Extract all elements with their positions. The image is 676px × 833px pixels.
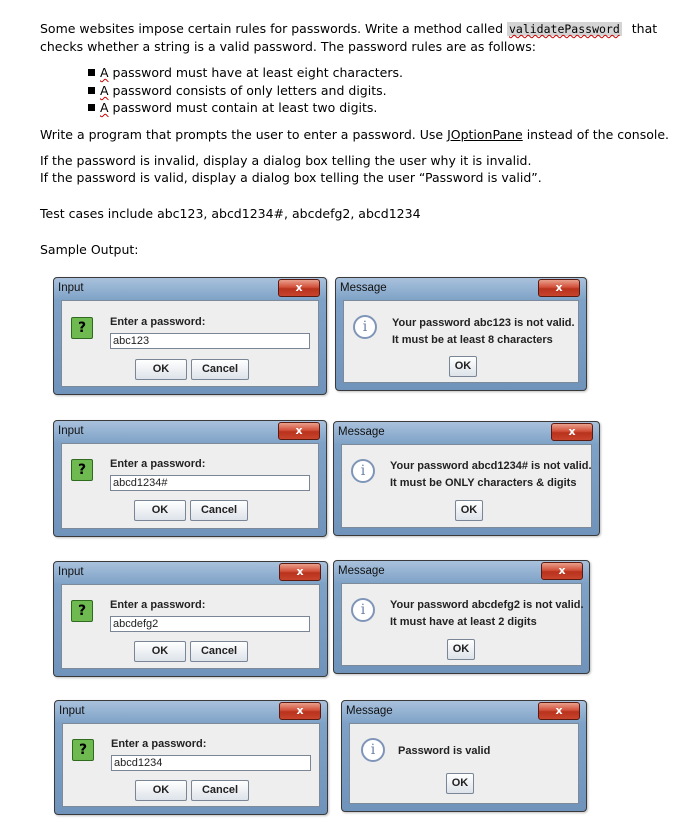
dialog-title: Input: [58, 425, 84, 437]
dialog-body: [61, 443, 319, 529]
ok-button[interactable]: OK: [135, 780, 187, 801]
password-prompt: Enter a password:: [110, 316, 206, 328]
message-line-1: Your password abc123 is not valid.: [392, 317, 575, 329]
password-prompt: Enter a password:: [111, 738, 207, 750]
message-line-1: Your password abcd1234# is not valid.: [390, 460, 592, 472]
close-icon[interactable]: x: [279, 702, 321, 720]
password-input[interactable]: abcdefg2: [110, 616, 310, 632]
dialog-body: [349, 723, 579, 804]
close-icon[interactable]: x: [538, 702, 580, 720]
info-icon: i: [361, 738, 385, 762]
password-input[interactable]: abcd1234#: [110, 475, 310, 491]
dialog-body: [341, 583, 582, 666]
message-dialog: [335, 277, 587, 391]
intro-text: Some websites impose certain rules for passwords. Write a method called: [40, 21, 507, 36]
dialog-body: [61, 584, 320, 669]
rule-article: A: [100, 100, 109, 115]
intro-line-1: [40, 20, 657, 38]
dialog-body: [62, 723, 320, 807]
question-icon: ?: [71, 459, 93, 481]
ok-button[interactable]: OK: [455, 500, 483, 521]
message-line-1: Password is valid: [398, 745, 491, 757]
close-icon[interactable]: x: [551, 423, 593, 441]
program-text: Write a program that prompts the user to enter a password. Use: [40, 127, 448, 142]
rule-item: [88, 82, 387, 99]
joptionpane-link[interactable]: JOptionPane: [447, 127, 523, 142]
rule-article: A: [100, 83, 109, 98]
sample-output-label: Sample Output:: [40, 242, 139, 257]
bullet-square-icon: [88, 87, 95, 94]
message-line-1: Your password abcdefg2 is not valid.: [390, 599, 584, 611]
intro-text-tail: that: [631, 21, 658, 36]
question-icon: ?: [71, 317, 93, 339]
info-icon: i: [353, 315, 377, 339]
password-input[interactable]: abc123: [110, 333, 310, 349]
intro-line-2: checks whether a string is a valid password. The password rules are as follows:: [40, 39, 537, 54]
message-line-2: It must have at least 2 digits: [390, 616, 537, 628]
password-input[interactable]: abcd1234: [111, 755, 311, 771]
cancel-button[interactable]: Cancel: [190, 641, 248, 662]
close-icon[interactable]: x: [278, 422, 320, 440]
dialog-title: Message: [346, 705, 393, 717]
dialog-title: Message: [340, 282, 387, 294]
dialog-title: Message: [338, 565, 385, 577]
message-dialog: [333, 560, 590, 674]
rule-text: password consists of only letters and digits.: [108, 83, 387, 98]
close-icon[interactable]: x: [538, 279, 580, 297]
dialog-title: Input: [58, 282, 84, 294]
test-cases-line: Test cases include abc123, abcd1234#, abcdefg2, abcd1234: [40, 206, 421, 221]
dialog-title: Input: [59, 705, 85, 717]
password-prompt: Enter a password:: [110, 599, 206, 611]
program-text-tail: instead of the console.: [522, 127, 670, 142]
input-dialog: [53, 277, 327, 395]
ok-button[interactable]: OK: [134, 641, 186, 662]
cancel-button[interactable]: Cancel: [190, 500, 248, 521]
ok-button[interactable]: OK: [134, 500, 186, 521]
rule-text: password must have at least eight characters.: [108, 65, 403, 80]
input-dialog: [53, 420, 327, 537]
ok-button[interactable]: OK: [446, 773, 474, 794]
close-icon[interactable]: x: [278, 279, 320, 297]
input-dialog: [54, 700, 328, 815]
info-icon: i: [351, 459, 375, 483]
message-dialog: [341, 700, 587, 812]
program-line: [40, 126, 669, 143]
dialog-body: [61, 300, 319, 387]
valid-line: If the password is valid, display a dialog box telling the user “Password is valid”.: [40, 170, 542, 185]
ok-button[interactable]: OK: [447, 639, 475, 660]
method-name: validatePassword: [508, 22, 620, 36]
password-prompt: Enter a password:: [110, 458, 206, 470]
dialog-body: [343, 300, 579, 383]
bullet-square-icon: [88, 69, 95, 76]
cancel-button[interactable]: Cancel: [191, 780, 249, 801]
question-icon: ?: [72, 739, 94, 761]
rule-text: password must contain at least two digits.: [108, 100, 378, 115]
dialog-title: Input: [58, 566, 84, 578]
dialog-body: [341, 444, 592, 528]
rule-article: A: [100, 65, 109, 80]
dialog-title: Message: [338, 426, 385, 438]
ok-button[interactable]: OK: [449, 356, 477, 377]
input-dialog: [53, 561, 328, 677]
info-icon: i: [351, 598, 375, 622]
rule-item: [88, 99, 377, 116]
cancel-button[interactable]: Cancel: [191, 359, 249, 380]
close-icon[interactable]: x: [541, 562, 583, 580]
ok-button[interactable]: OK: [135, 359, 187, 380]
close-icon[interactable]: x: [279, 563, 321, 581]
bullet-square-icon: [88, 104, 95, 111]
message-line-2: It must be ONLY characters & digits: [390, 477, 577, 489]
invalid-line: If the password is invalid, display a dialog box telling the user why it is invalid.: [40, 153, 532, 168]
rule-item: [88, 64, 403, 81]
question-icon: ?: [71, 600, 93, 622]
message-dialog: [333, 421, 600, 536]
message-line-2: It must be at least 8 characters: [392, 334, 553, 346]
